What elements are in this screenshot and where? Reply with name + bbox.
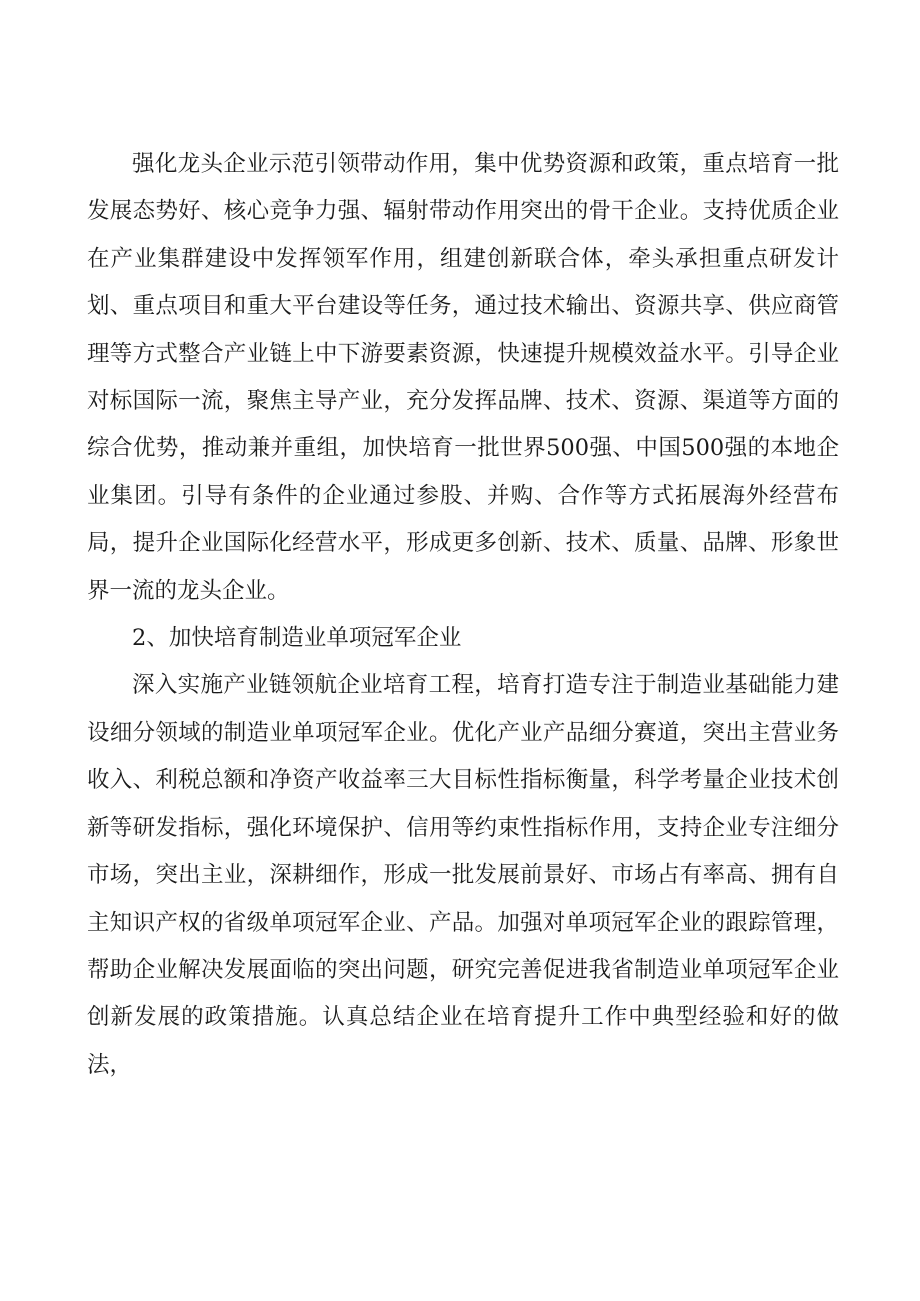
section-heading: 2、加快培育制造业单项冠军企业	[132, 625, 462, 652]
paragraph-leading-enterprises: 强化龙头企业示范引领带动作用，集中优势资源和政策，重点培育一批发展态势好、核心竞争力强、辐射带动作用突出的骨干企业。支持优质企业在产业集群建设中发挥领军作用，组建创新联合体，牵头承担重点研发计划、重点项目和重大平台建设等任务，通过技术输出、资源共享、供应商管理等方式整合产业链上中下游要素资源，快速提升规模效益水平。引导企业对标国际一流，聚焦主导产业，充分发挥品牌、技术、资源、渠道等方面的综合优势，推动兼并重组，加快培育一批世界500强、中国500强的本地企业集团。引导有条件的企业通过参股、并购、合作等方式拓展海外经营布局，提升企业国际化经营水平，形成更多创新、技术、质量、品牌、形象世界一流的龙头企业。	[87, 151, 839, 604]
document-body	[87, 141, 839, 1089]
paragraph-single-champion: 深入实施产业链领航企业培育工程，培育打造专注于制造业基础能力建设细分领域的制造业单项冠军企业。优化产业产品细分赛道，突出主营业务收入、利税总额和净资产收益率三大目标性指标衡量，科学考量企业技术创新等研发指标，强化环境保护、信用等约束性指标作用，支持企业专注细分市场，突出主业，深耕细作，形成一批发展前景好、市场占有率高、拥有自主知识产权的省级单项冠军企业、产品。加强对单项冠军企业的跟踪管理，帮助企业解决发展面临的突出问题，研究完善促进我省制造业单项冠军企业创新发展的政策措施。认真总结企业在培育提升工作中典型经验和好的做法，	[87, 672, 839, 1078]
